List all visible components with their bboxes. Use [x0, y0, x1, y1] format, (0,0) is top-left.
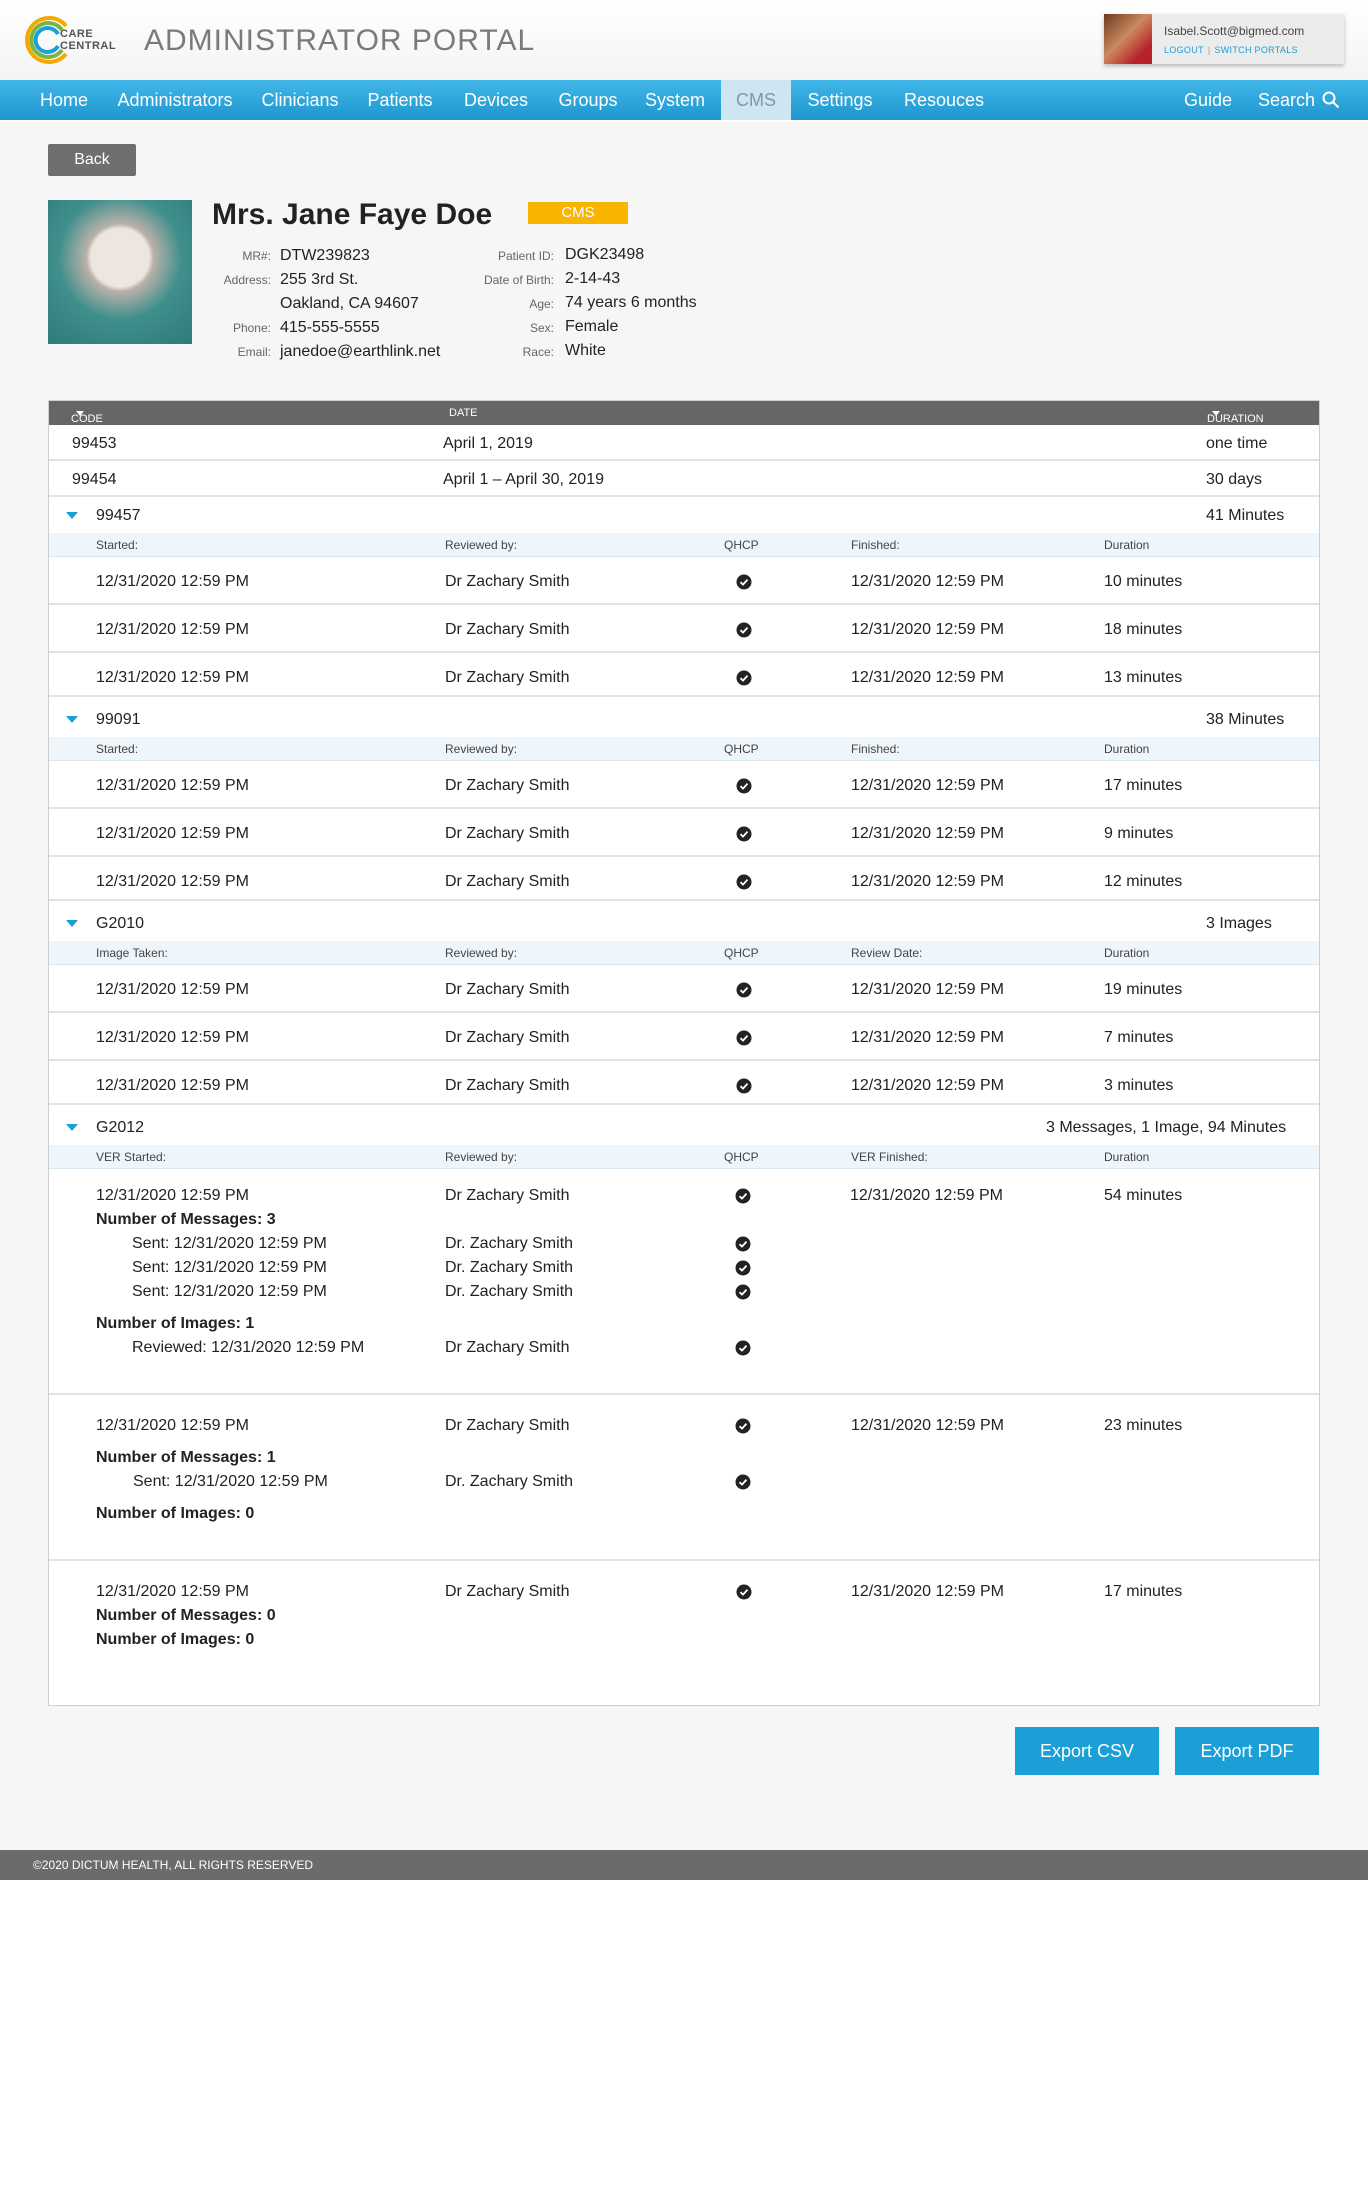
check-circle-icon — [735, 1284, 751, 1300]
group-code: 99091 — [96, 711, 141, 728]
cell-finished: 12/31/2020 12:59 PM — [851, 873, 1005, 890]
cell-duration: 12 minutes — [1104, 873, 1183, 890]
cell-duration: 19 minutes — [1104, 981, 1183, 998]
group-code: G2012 — [96, 1119, 145, 1136]
images-count: Number of Images: 0 — [96, 1631, 255, 1648]
address-label: Address: — [223, 273, 271, 287]
sub-col-qhcp: QHCP — [724, 742, 759, 756]
nav-settings[interactable]: Settings — [807, 90, 873, 110]
phone-label: Phone: — [232, 321, 271, 335]
sub-col-reviewed: Reviewed by: — [445, 1150, 518, 1164]
cell-finished: 12/31/2020 12:59 PM — [851, 1417, 1005, 1434]
dob-label: Date of Birth: — [483, 273, 554, 287]
cell-started: 12/31/2020 12:59 PM — [96, 621, 250, 638]
check-circle-icon — [736, 622, 752, 638]
table-row — [49, 809, 1319, 857]
ver-entry — [49, 1395, 1319, 1561]
row-code: 99453 — [72, 435, 117, 452]
user-email: Isabel.Scott@bigmed.com — [1164, 24, 1305, 38]
message-by: Dr. Zachary Smith — [445, 1235, 574, 1252]
col-date: DATE — [449, 407, 478, 419]
cell-started: 12/31/2020 12:59 PM — [96, 825, 250, 842]
cell-reviewer: Dr Zachary Smith — [445, 669, 570, 686]
messages-count: Number of Messages: 1 — [96, 1449, 276, 1466]
sub-col-started: Started: — [96, 742, 139, 756]
table-row — [49, 605, 1319, 653]
check-circle-icon — [736, 1584, 752, 1600]
check-circle-icon — [735, 1418, 751, 1434]
table-row — [49, 557, 1319, 605]
expand-caret-icon[interactable] — [66, 1124, 78, 1131]
message-by: Dr. Zachary Smith — [445, 1283, 574, 1300]
app-header — [0, 0, 1368, 80]
footer: ©2020 DICTUM HEALTH, ALL RIGHTS RESERVED — [0, 1850, 1368, 1880]
check-circle-icon — [736, 1030, 752, 1046]
cell-reviewer: Dr Zachary Smith — [445, 825, 570, 842]
col-duration-label: DURATION — [1207, 413, 1264, 425]
user-avatar — [1104, 14, 1152, 64]
cell-duration: 10 minutes — [1104, 573, 1183, 590]
sub-col-reviewed: Reviewed by: — [445, 946, 518, 960]
nav-guide[interactable]: Guide — [1183, 90, 1233, 110]
cms-table — [48, 400, 1320, 1706]
table-row — [49, 761, 1319, 809]
cell-reviewer: Dr Zachary Smith — [445, 573, 570, 590]
nav-groups[interactable]: Groups — [558, 90, 618, 110]
cell-duration: 7 minutes — [1104, 1029, 1174, 1046]
cell-finished: 12/31/2020 12:59 PM — [851, 825, 1005, 842]
expand-caret-icon[interactable] — [66, 512, 78, 519]
cms-badge: CMS — [528, 202, 628, 224]
cell-started: 12/31/2020 12:59 PM — [96, 777, 250, 794]
sub-header — [49, 941, 1319, 965]
cell-finished: 12/31/2020 12:59 PM — [851, 621, 1005, 638]
cell-duration: 17 minutes — [1104, 777, 1183, 794]
image-by: Dr Zachary Smith — [445, 1339, 570, 1356]
cell-started: 12/31/2020 12:59 PM — [96, 981, 250, 998]
cell-finished: 12/31/2020 12:59 PM — [851, 1077, 1005, 1094]
image-reviewed: Reviewed: 12/31/2020 12:59 PM — [132, 1339, 365, 1356]
cell-finished: 12/31/2020 12:59 PM — [851, 981, 1005, 998]
sex-value: Female — [565, 318, 619, 335]
sub-col-finished: Finished: — [851, 538, 900, 552]
search-icon — [1322, 91, 1340, 109]
sub-col-reviewed: Reviewed by: — [445, 538, 518, 552]
check-circle-icon — [736, 874, 752, 890]
images-count: Number of Images: 1 — [96, 1315, 255, 1332]
row-date: April 1 – April 30, 2019 — [443, 471, 604, 488]
cell-reviewer: Dr Zachary Smith — [445, 981, 570, 998]
sub-header — [49, 737, 1319, 761]
cell-duration: 13 minutes — [1104, 669, 1183, 686]
logout-link[interactable]: LOGOUT — [1164, 45, 1204, 55]
sub-col-reviewed: Reviewed by: — [445, 742, 518, 756]
check-circle-icon — [735, 1474, 751, 1490]
logo-line1: CARE — [60, 28, 94, 40]
cell-duration: 3 minutes — [1104, 1077, 1174, 1094]
check-circle-icon — [736, 1078, 752, 1094]
mr-label: MR#: — [242, 249, 271, 263]
sex-label: Sex: — [529, 321, 554, 335]
dob-value: 2-14-43 — [565, 270, 621, 287]
age-label: Age: — [529, 297, 554, 311]
address-line2: Oakland, CA 94607 — [280, 295, 419, 312]
cell-finished: 12/31/2020 12:59 PM — [851, 1029, 1005, 1046]
back-button[interactable]: Back — [48, 144, 136, 176]
row-duration: 30 days — [1206, 471, 1263, 488]
nav-system[interactable]: System — [644, 90, 705, 110]
cell-started: 12/31/2020 12:59 PM — [96, 669, 250, 686]
table-row — [49, 461, 1319, 497]
table-row — [49, 857, 1319, 901]
row-duration: one time — [1206, 435, 1268, 452]
group-row-99091[interactable] — [49, 701, 1319, 737]
table-row — [49, 653, 1319, 697]
nav-cms[interactable]: CMS — [721, 80, 791, 120]
images-count: Number of Images: 0 — [96, 1505, 255, 1522]
messages-count: Number of Messages: 3 — [96, 1211, 276, 1228]
sub-col-image-taken: Image Taken: — [96, 946, 168, 960]
cell-duration: 18 minutes — [1104, 621, 1183, 638]
sub-col-ver-finished: VER Finished: — [851, 1150, 928, 1164]
sort-code[interactable] — [71, 407, 103, 425]
group-row-g2010[interactable] — [49, 905, 1319, 941]
cell-started: 12/31/2020 12:59 PM — [96, 873, 250, 890]
sub-col-duration: Duration — [1104, 538, 1150, 552]
cell-duration: 9 minutes — [1104, 825, 1174, 842]
table-header — [49, 401, 1319, 425]
group-code: 99457 — [96, 507, 141, 524]
cell-finished: 12/31/2020 12:59 PM — [851, 777, 1005, 794]
nav-devices[interactable]: Devices — [463, 90, 529, 110]
patient-id-value: DGK23498 — [565, 246, 645, 263]
patient-name: Mrs. Jane Faye Doe — [212, 198, 493, 231]
nav-administrators[interactable]: Administrators — [117, 90, 233, 110]
sub-col-qhcp: QHCP — [724, 946, 759, 960]
sub-col-qhcp: QHCP — [724, 538, 759, 552]
cell-duration: 17 minutes — [1104, 1583, 1183, 1600]
address-line1: 255 3rd St. — [280, 271, 359, 288]
email-label: Email: — [237, 345, 271, 359]
sub-col-started: Started: — [96, 538, 139, 552]
cell-started: 12/31/2020 12:59 PM — [96, 1417, 250, 1434]
cell-started: 12/31/2020 12:59 PM — [96, 573, 250, 590]
cell-finished: 12/31/2020 12:59 PM — [850, 1187, 1004, 1204]
cell-reviewer: Dr Zachary Smith — [445, 1077, 570, 1094]
sort-duration[interactable] — [1207, 407, 1264, 425]
check-circle-icon — [735, 1188, 751, 1204]
check-circle-icon — [736, 778, 752, 794]
table-row — [49, 1061, 1319, 1105]
switch-portals-link[interactable]: SWITCH PORTALS — [1214, 45, 1298, 55]
group-summary: 41 Minutes — [1206, 507, 1285, 524]
cell-finished: 12/31/2020 12:59 PM — [851, 573, 1005, 590]
cell-finished: 12/31/2020 12:59 PM — [851, 1583, 1005, 1600]
cell-started: 12/31/2020 12:59 PM — [96, 1077, 250, 1094]
nav-resouces[interactable]: Resouces — [903, 90, 985, 110]
cell-started: 12/31/2020 12:59 PM — [96, 1583, 250, 1600]
group-summary: 3 Messages, 1 Image, 94 Minutes — [1046, 1119, 1287, 1136]
logo-text — [60, 28, 116, 52]
sub-col-duration: Duration — [1104, 1150, 1150, 1164]
cell-started: 12/31/2020 12:59 PM — [96, 1187, 250, 1204]
main-nav — [0, 80, 1368, 120]
cell-started: 12/31/2020 12:59 PM — [96, 1029, 250, 1046]
group-row-99457[interactable] — [49, 497, 1319, 533]
export-csv-button[interactable]: Export CSV — [1015, 1727, 1159, 1775]
expand-caret-icon[interactable] — [66, 716, 78, 723]
check-circle-icon — [736, 574, 752, 590]
phone-value: 415-555-5555 — [280, 319, 380, 336]
group-row-g2012[interactable] — [49, 1109, 1319, 1145]
age-value: 74 years 6 months — [565, 294, 697, 311]
portal-title: ADMINISTRATOR PORTAL — [144, 24, 536, 57]
cell-reviewer: Dr Zachary Smith — [445, 621, 570, 638]
check-circle-icon — [735, 1236, 751, 1252]
table-row — [49, 1013, 1319, 1061]
sub-col-ver-started: VER Started: — [96, 1150, 167, 1164]
patient-id-label: Patient ID: — [497, 249, 554, 263]
user-box — [1104, 14, 1344, 64]
sub-col-qhcp: QHCP — [724, 1150, 759, 1164]
cell-duration: 23 minutes — [1104, 1417, 1183, 1434]
cell-finished: 12/31/2020 12:59 PM — [851, 669, 1005, 686]
logo-line2: CENTRAL — [60, 40, 117, 52]
sub-header — [49, 533, 1319, 557]
expand-caret-icon[interactable] — [66, 920, 78, 927]
check-circle-icon — [736, 670, 752, 686]
ver-entry — [49, 1561, 1319, 1705]
ver-entry — [49, 1169, 1319, 1395]
cell-reviewer: Dr Zachary Smith — [445, 1029, 570, 1046]
sub-col-duration: Duration — [1104, 742, 1150, 756]
cell-reviewer: Dr Zachary Smith — [445, 1417, 570, 1434]
sub-header — [49, 1145, 1319, 1169]
mr-value: DTW239823 — [280, 247, 370, 264]
messages-count: Number of Messages: 0 — [96, 1607, 276, 1624]
race-value: White — [565, 342, 606, 359]
export-pdf-button[interactable]: Export PDF — [1175, 1727, 1319, 1775]
group-summary: 3 Images — [1206, 915, 1272, 932]
sub-col-review-date: Review Date: — [851, 946, 923, 960]
message-by: Dr. Zachary Smith — [445, 1473, 574, 1490]
table-row — [49, 425, 1319, 461]
nav-patients[interactable]: Patients — [367, 90, 433, 110]
cell-duration: 54 minutes — [1104, 1187, 1183, 1204]
message-by: Dr. Zachary Smith — [445, 1259, 574, 1276]
nav-home[interactable]: Home — [39, 90, 88, 110]
message-sent: Sent: 12/31/2020 12:59 PM — [132, 1283, 327, 1300]
sub-col-duration: Duration — [1104, 946, 1150, 960]
row-code: 99454 — [72, 471, 117, 488]
col-code-label: CODE — [71, 413, 103, 425]
sub-col-finished: Finished: — [851, 742, 900, 756]
group-summary: 38 Minutes — [1206, 711, 1285, 728]
message-sent: Sent: 12/31/2020 12:59 PM — [132, 1235, 327, 1252]
cell-reviewer: Dr Zachary Smith — [445, 1187, 570, 1204]
check-circle-icon — [736, 982, 752, 998]
user-links: LOGOUT | SWITCH PORTALS — [1164, 45, 1298, 55]
nav-search[interactable] — [1258, 80, 1346, 120]
group-code: G2010 — [96, 915, 145, 932]
message-sent: Sent: 12/31/2020 12:59 PM — [133, 1473, 328, 1490]
nav-search-label: Search — [1258, 90, 1316, 110]
check-circle-icon — [735, 1340, 751, 1356]
email-value: janedoe@earthlink.net — [280, 343, 441, 360]
check-circle-icon — [736, 826, 752, 842]
message-sent: Sent: 12/31/2020 12:59 PM — [132, 1259, 327, 1276]
cell-reviewer: Dr Zachary Smith — [445, 1583, 570, 1600]
check-circle-icon — [735, 1260, 751, 1276]
nav-clinicians[interactable]: Clinicians — [261, 90, 339, 110]
table-row — [49, 965, 1319, 1013]
row-date: April 1, 2019 — [443, 435, 533, 452]
race-label: Race: — [522, 345, 554, 359]
cell-reviewer: Dr Zachary Smith — [445, 777, 570, 794]
cell-reviewer: Dr Zachary Smith — [445, 873, 570, 890]
